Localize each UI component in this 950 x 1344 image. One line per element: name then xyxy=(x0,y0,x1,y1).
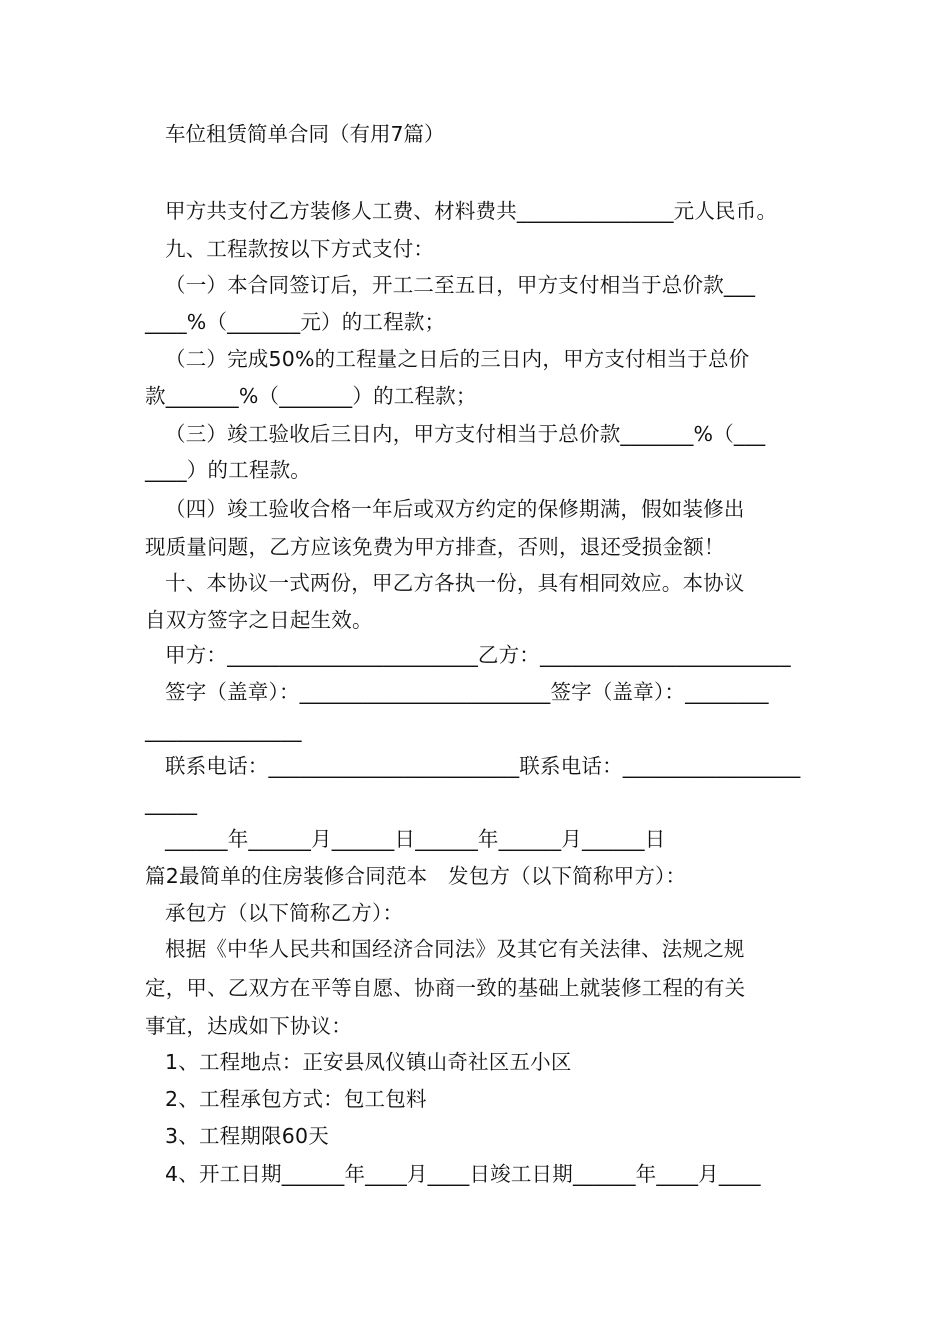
text-line: ____）的工程款。 xyxy=(145,458,311,482)
list-item: 1、工程地点：正安县凤仪镇山奇社区五小区 xyxy=(165,1050,572,1074)
text-line: （一）本合同签订后，开工二至五日，甲方支付相当于总价款___ xyxy=(165,273,756,297)
text-line: 现质量问题，乙方应该免费为甲方排查，否则，退还受损金额！ xyxy=(145,535,725,559)
text-line: 十、本协议一式两份，甲乙方各执一份，具有相同效应。本协议 xyxy=(165,571,745,595)
document-title: 车位租赁简单合同（有用7篇） xyxy=(165,122,445,146)
text-line: 事宜，达成如下协议： xyxy=(145,1014,352,1038)
text-line: （三）竣工验收后三日内，甲方支付相当于总价款_______%（___ xyxy=(165,422,766,446)
text-line: 根据《中华人民共和国经济合同法》及其它有关法律、法规之规 xyxy=(165,937,745,961)
text-line: ____%（_______元）的工程款； xyxy=(145,310,446,334)
list-item: 3、工程期限60天 xyxy=(165,1124,329,1148)
phone-line-continued: _____ xyxy=(145,791,198,815)
text-line: （四）竣工验收合格一年后或双方约定的保修期满，假如装修出 xyxy=(165,497,745,521)
text-line: 甲方共支付乙方装修人工费、材料费共_______________元人民币。 xyxy=(165,199,778,223)
list-item: 4、开工日期______年____月____日竣工日期______年____月____ xyxy=(165,1162,761,1186)
text-line: 承包方（以下简称乙方）： xyxy=(165,901,404,925)
list-item: 2、工程承包方式：包工包料 xyxy=(165,1087,427,1111)
section-heading: 篇2最简单的住房装修合同范本 发包方（以下简称甲方）： xyxy=(145,864,687,888)
signature-line: 签字（盖章）：________________________签字（盖章）：________ xyxy=(165,680,769,704)
text-line: 自双方签字之日起生效。 xyxy=(145,608,373,632)
text-line: 定，甲、乙双方在平等自愿、协商一致的基础上就装修工程的有关 xyxy=(145,976,746,1000)
text-line: 款_______%（_______）的工程款； xyxy=(145,384,477,408)
phone-line: 联系电话：________________________联系电话：_________________ xyxy=(165,754,801,778)
text-line: （二）完成50%的工程量之日后的三日内，甲方支付相当于总价 xyxy=(165,347,750,371)
text-line: 九、工程款按以下方式支付： xyxy=(165,237,435,261)
signature-line-continued: _______________ xyxy=(145,718,302,742)
party-line: 甲方：________________________乙方：________________________ xyxy=(165,643,791,667)
date-line: ______年______月______日______年______月______日 xyxy=(165,827,666,851)
